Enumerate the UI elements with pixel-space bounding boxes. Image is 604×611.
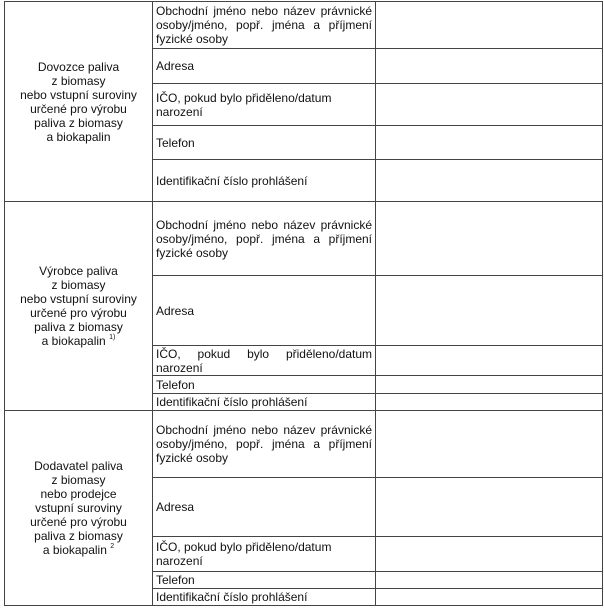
- field-label-phone: Telefon: [153, 572, 376, 589]
- field-label-name: Obchodní jméno nebo název právnické osoby/jméno, popř. jména a příjmení fyzické osoby: [153, 202, 376, 276]
- section-label-line: z biomasy: [51, 278, 106, 292]
- field-label-name: Obchodní jméno nebo název právnické osoby/jméno, popř. jména a příjmení fyzické osoby: [153, 2, 376, 49]
- field-value-ico[interactable]: [376, 84, 603, 126]
- footnote-marker: 2: [110, 543, 115, 550]
- section-label-line: z biomasy: [51, 73, 106, 88]
- section-label-line: paliva z biomasy: [34, 529, 123, 543]
- table-row: [5, 202, 603, 276]
- field-label-declaration-id: Identifikační číslo prohlášení: [153, 160, 376, 202]
- field-label-declaration-id: Identifikační číslo prohlášení: [153, 589, 376, 606]
- section-label-line: nebo prodejce: [40, 487, 117, 501]
- field-value-declaration-id[interactable]: [376, 160, 603, 202]
- section-label-text: a biokapalin: [42, 543, 107, 557]
- section-label-line: určené pro výrobu: [30, 101, 127, 116]
- section-label-line: paliva z biomasy: [34, 115, 123, 130]
- field-label-phone: Telefon: [153, 126, 376, 160]
- field-value-name[interactable]: [376, 2, 603, 49]
- field-value-ico[interactable]: [376, 537, 603, 572]
- field-label-address: Adresa: [153, 49, 376, 84]
- field-label-address: Adresa: [153, 276, 376, 346]
- field-value-address[interactable]: [376, 478, 603, 537]
- field-label-ico: IČO, pokud bylo přiděleno/datum narození: [153, 537, 376, 572]
- field-value-phone[interactable]: [376, 376, 603, 394]
- section-label-line: a biokapalin: [46, 129, 111, 144]
- section-label-line: určené pro výrobu: [30, 515, 127, 529]
- field-value-phone[interactable]: [376, 572, 603, 589]
- section-label-line: z biomasy: [51, 473, 106, 487]
- field-value-ico[interactable]: [376, 346, 603, 376]
- table-row: [5, 2, 603, 49]
- field-label-declaration-id: Identifikační číslo prohlášení: [153, 394, 376, 411]
- section-label-line: Výrobce paliva: [39, 264, 118, 278]
- field-label-address: Adresa: [153, 478, 376, 537]
- field-value-phone[interactable]: [376, 126, 603, 160]
- footnote-marker: 1): [109, 334, 116, 341]
- section-label-line: Dovozce paliva: [37, 59, 120, 74]
- section-label-line: [8, 334, 149, 348]
- field-label-phone: Telefon: [153, 376, 376, 394]
- supplier-info-table: [4, 1, 603, 606]
- section-label-text: a biokapalin: [41, 334, 106, 348]
- field-value-declaration-id[interactable]: [376, 394, 603, 411]
- field-value-name[interactable]: [376, 202, 603, 276]
- section-label-line: Dodavatel paliva: [34, 459, 123, 473]
- field-value-address[interactable]: [376, 276, 603, 346]
- section-label-supplier: [5, 411, 153, 606]
- section-label-line: určené pro výrobu: [30, 306, 127, 320]
- field-value-declaration-id[interactable]: [376, 589, 603, 606]
- field-value-address[interactable]: [376, 49, 603, 84]
- table-row: [5, 411, 603, 478]
- field-label-ico: IČO, pokud bylo přiděleno/datum narození: [153, 84, 376, 126]
- section-label-line: paliva z biomasy: [34, 320, 123, 334]
- field-value-name[interactable]: [376, 411, 603, 478]
- field-label-name: Obchodní jméno nebo název právnické osoby/jméno, popř. jména a příjmení fyzické osoby: [153, 411, 376, 478]
- field-label-ico: IČO, pokud bylo přiděleno/datum narození: [153, 346, 376, 376]
- section-label-line: nebo vstupní suroviny: [20, 87, 137, 102]
- section-label-line: vstupní suroviny: [35, 501, 122, 515]
- section-label-line: nebo vstupní suroviny: [20, 292, 137, 306]
- section-label-line: [8, 543, 149, 557]
- section-label-importer: [5, 2, 153, 202]
- section-label-producer: [5, 202, 153, 411]
